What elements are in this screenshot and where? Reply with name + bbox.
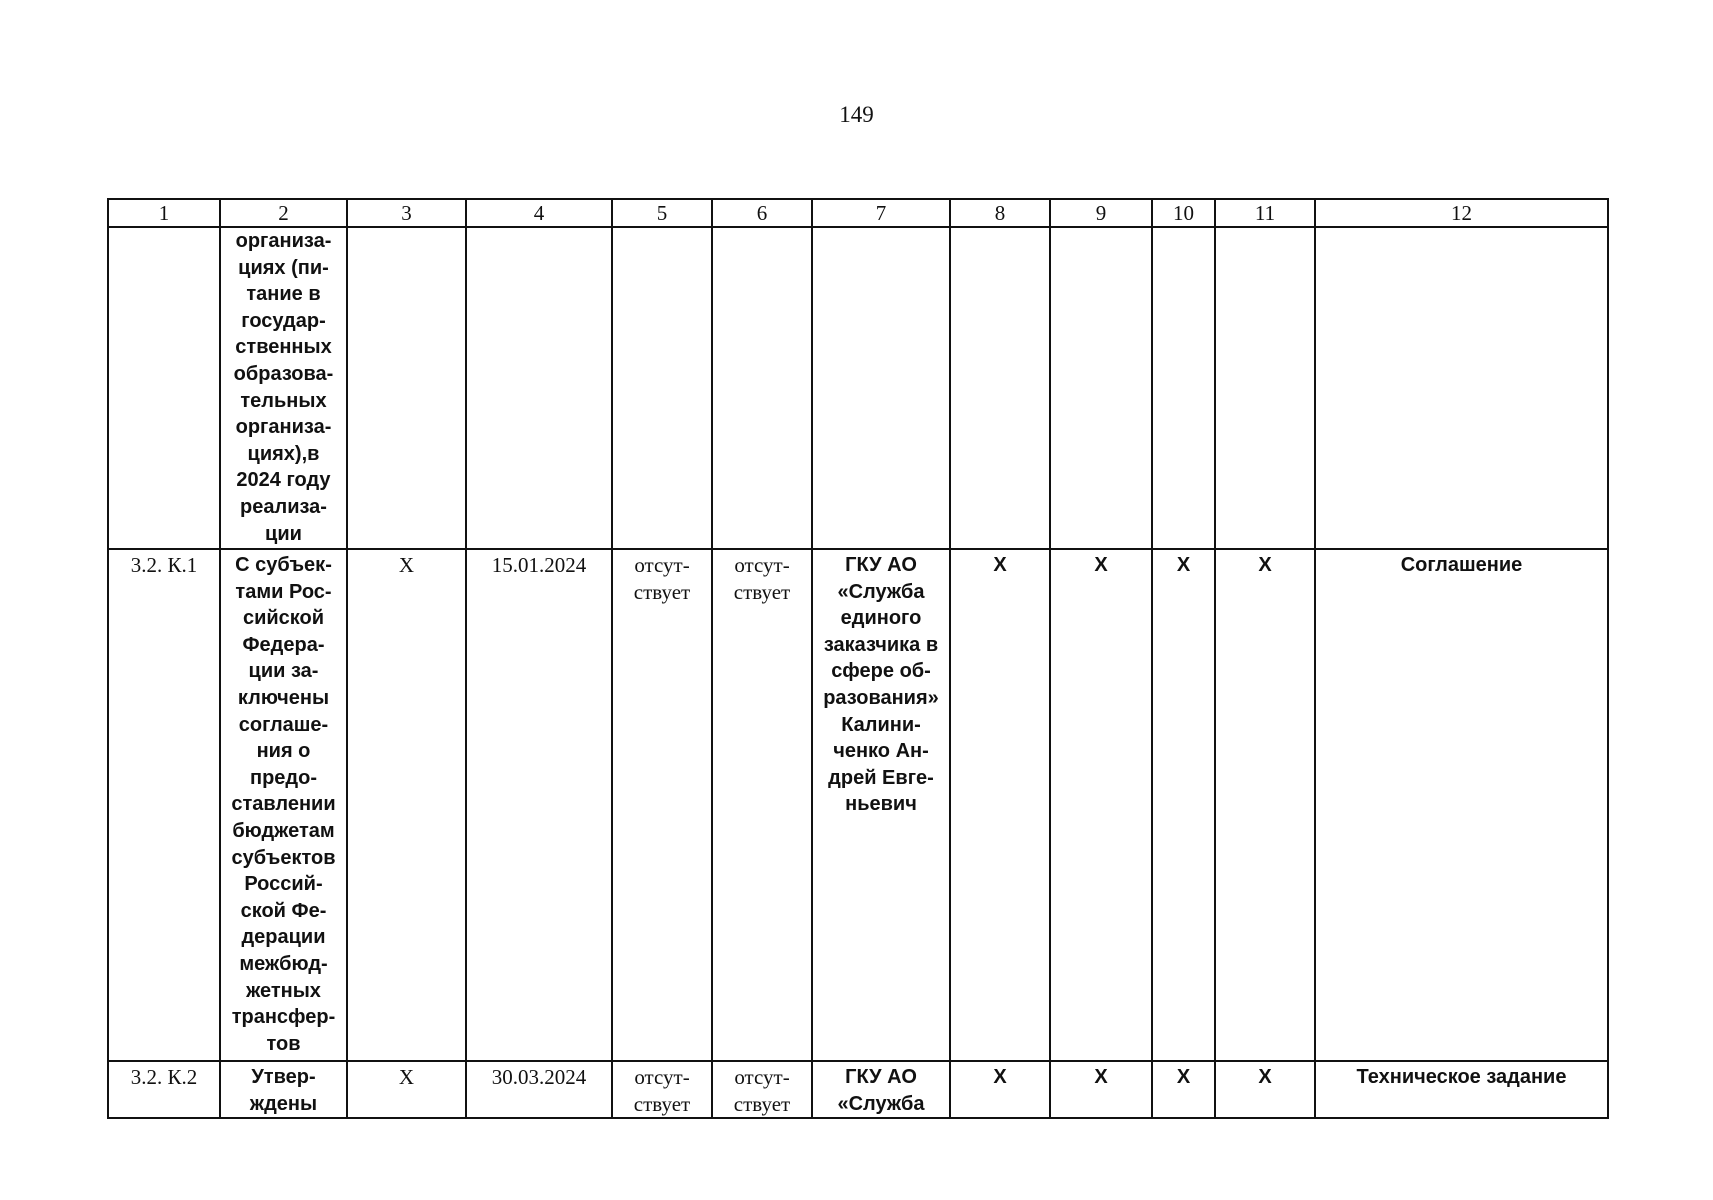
column-header: 5 (612, 199, 712, 227)
table-cell (1315, 227, 1608, 549)
table-cell: отсут- ствует (612, 549, 712, 1061)
date-value: 15.01.2024 (491, 553, 587, 577)
table-cell (220, 227, 347, 549)
table-cell (220, 1061, 347, 1118)
date-value: 30.03.2024 (491, 1065, 587, 1089)
column-header: 2 (220, 199, 347, 227)
table-cell (812, 549, 950, 1061)
table-cell (1215, 227, 1315, 549)
task-description: С субъек- тами Рос- сийской Федера- ции за- ключены соглаше- ния о предо- ставлении бюджетам субъектов Россий- ской Фе- дерации межбюд- жетных трансфер- тов (231, 554, 336, 1055)
column-header: 4 (466, 199, 612, 227)
table-cell (108, 549, 220, 1061)
table-cell (347, 227, 466, 549)
column-header: 1 (108, 199, 220, 227)
table-cell (712, 227, 812, 549)
table-row (108, 549, 1608, 1061)
table-cell (1315, 549, 1608, 1061)
table-cell: отсут- ствует (712, 549, 812, 1061)
table-cell: X (950, 549, 1050, 1061)
table-cell: отсут- ствует (712, 1061, 812, 1118)
column-header: 11 (1215, 199, 1315, 227)
table-cell (1050, 227, 1152, 549)
task-description: Утвер- ждены (249, 1066, 318, 1115)
column-header: 7 (812, 199, 950, 227)
table-cell: X (347, 1061, 466, 1118)
table-cell: X (950, 1061, 1050, 1118)
table-cell: X (1152, 1061, 1215, 1118)
table-row (108, 1061, 1608, 1118)
table-cell (950, 227, 1050, 549)
table-cell (108, 1061, 220, 1118)
column-header: 10 (1152, 199, 1215, 227)
table-cell (466, 1061, 612, 1118)
table-row (108, 227, 1608, 549)
table-cell: X (1215, 549, 1315, 1061)
responsible-party: ГКУ АО «Служба единого заказчика в сфере об- разования» Калини- ченко Ан- дрей Евге- ньевич (823, 554, 939, 816)
table-cell (1315, 1061, 1608, 1118)
table-cell (1152, 227, 1215, 549)
table-cell (220, 549, 347, 1061)
table-cell (812, 1061, 950, 1118)
task-description: организа- циях (пи- тание в государ- ственных образова- тельных организа- циях),в 2024 году реализа- ции (233, 230, 334, 545)
column-header: 3 (347, 199, 466, 227)
table-cell: отсут- ствует (612, 1061, 712, 1118)
document-table (107, 198, 1609, 1119)
table-cell: X (1215, 1061, 1315, 1118)
row-code: 3.2. К.2 (130, 1065, 198, 1089)
table-cell (612, 227, 712, 549)
table-cell: X (1152, 549, 1215, 1061)
table-cell: X (347, 549, 466, 1061)
document-type: Соглашение (1400, 554, 1523, 576)
column-header: 6 (712, 199, 812, 227)
column-header: 8 (950, 199, 1050, 227)
responsible-party: ГКУ АО «Служба (837, 1066, 925, 1115)
page-number: 149 (839, 102, 874, 127)
table-header-row (108, 199, 1608, 227)
table-cell (466, 227, 612, 549)
table-cell: X (1050, 1061, 1152, 1118)
table-cell: X (1050, 549, 1152, 1061)
document-type: Техническое задание (1356, 1066, 1567, 1088)
row-code: 3.2. К.1 (130, 553, 198, 577)
column-header: 9 (1050, 199, 1152, 227)
table-cell (812, 227, 950, 549)
table-cell (466, 549, 612, 1061)
table-cell (108, 227, 220, 549)
column-header: 12 (1315, 199, 1608, 227)
